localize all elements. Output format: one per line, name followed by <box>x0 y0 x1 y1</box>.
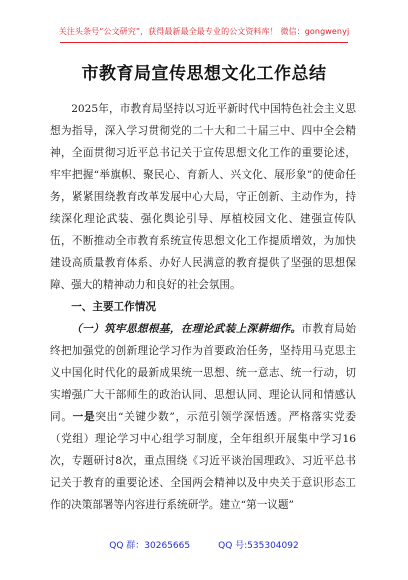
document-title: 市教育局宣传思想文化工作总结 <box>81 64 327 84</box>
subsection-text: 市教育局始终把加强党的创新理论学习作为首要政治任务，坚持用马克思主义中国化时代化的最新成果统一思想、统一意志、统一行动，切实增强广大干部师生的政治认同、思想认同、理论认同和情感认同。 <box>50 323 356 423</box>
footer-qq-group: QQ 群：30265665 <box>109 541 191 551</box>
section-heading: 一、主要工作情况 <box>71 301 156 313</box>
footer-qq-number: QQ 号:535304092 <box>218 541 299 551</box>
point-text: 突出“关键少数”，示范引领学深悟透。严格落实党委（党组）理论学习中心组学习制度，全年组织开展集中学习16次，专题研讨8次，重点围绕《习近平谈治国理政》、习近平总书记关于教育的重要论述、全国两会精神以及中央关于意识形态工作的决策部署等内容进行系统研学。建立“第一议题” <box>50 411 357 511</box>
header-banner: 关注头条号“公文研究”，获得最新最全最专业的公文资料库！ 微信：gongwenyj <box>58 27 350 36</box>
footer-contact <box>0 538 408 551</box>
header-divider <box>60 42 348 43</box>
intro-paragraph: 2025年，市教育局坚持以习近平新时代中国特色社会主义思想为指导，深入学习贯彻党的二十大和二十届三中、四中全会精神，全面贯彻习近平总书记关于宣传思想文化工作的重要论述，牢牢把握“举旗帜、聚民心、育新人、兴文化、展形象”的使命任务，紧紧围绕教育改革发展中心大局，守正创新、主动作为，持续深化理论武装、强化舆论引导、厚植校园文化、建强宣传队伍，不断推动全市教育系统宣传思想文化工作提质增效，为加快建设高质量教育体系、办好人民满意的教育提供了坚强的思想保障、强大的精神动力和良好的社会氛围。 <box>50 103 356 291</box>
subsection-paragraph <box>50 318 356 516</box>
point-lead: 一是 <box>72 411 96 423</box>
subsection-heading: （一）筑牢思想根基，在理论武装上深耕细作。 <box>71 323 302 335</box>
